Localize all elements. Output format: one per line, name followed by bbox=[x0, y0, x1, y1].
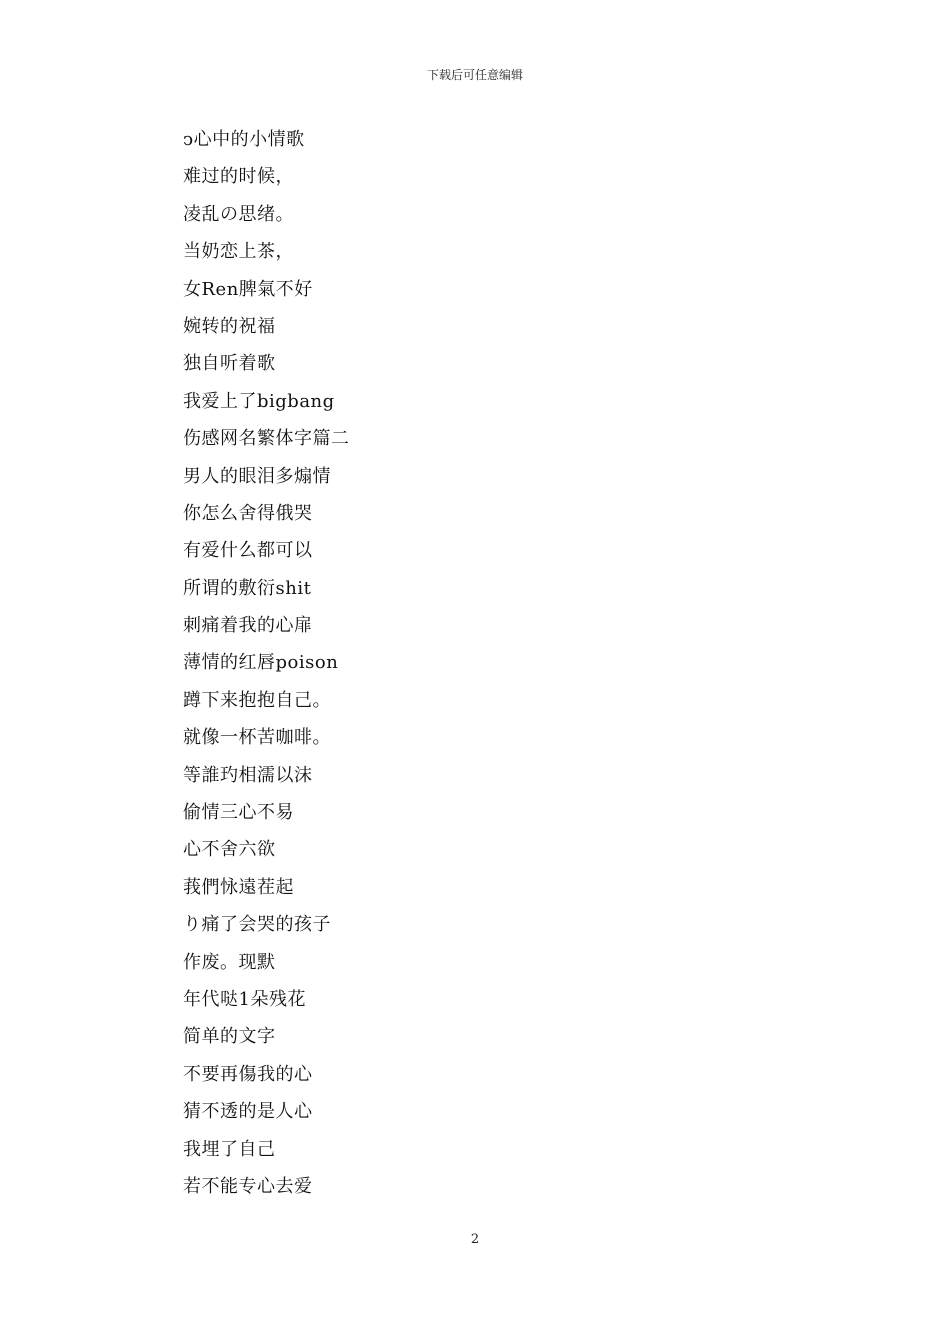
text-line: 当奶恋上茶， bbox=[183, 241, 294, 263]
text-line: 作废。现默 bbox=[183, 951, 276, 973]
text-line: 难过的时候， bbox=[183, 166, 294, 188]
text-line: 婉转的祝福 bbox=[183, 315, 276, 337]
text-line: 刺痛着我的心扉 bbox=[183, 615, 313, 637]
text-line: 蹲下来抱抱自己。 bbox=[183, 689, 331, 711]
page-header: 下载后可任意编辑 bbox=[426, 68, 523, 82]
text-line: 莪們怺遠茬起 bbox=[183, 876, 294, 898]
text-line: 我埋了自己 bbox=[183, 1138, 276, 1160]
text-line: 心不舍六欲 bbox=[183, 839, 276, 861]
text-line: 不要再傷我的心 bbox=[183, 1063, 313, 1085]
text-line: 女Ren脾氣不好 bbox=[183, 278, 313, 300]
text-line: 偷情三心不易 bbox=[183, 802, 294, 824]
text-line: 伤感网名繁体字篇二 bbox=[183, 428, 350, 450]
text-line: 就像一杯苦咖啡。 bbox=[183, 727, 331, 749]
page-number: 2 bbox=[470, 1232, 480, 1247]
text-line: 薄情的红唇poison bbox=[183, 652, 339, 674]
text-line: 有爱什么都可以 bbox=[183, 540, 313, 562]
text-line: 年代哒1朵残花 bbox=[183, 988, 306, 1010]
text-line: 男人的眼泪多煽情 bbox=[183, 465, 331, 487]
text-line: 猜不透的是人心 bbox=[183, 1101, 313, 1123]
document-body bbox=[183, 121, 783, 1205]
text-line: 你怎么舍得俄哭 bbox=[183, 502, 313, 524]
text-line: 若不能专心去爱 bbox=[183, 1175, 313, 1197]
text-line: 凌乱の思绪。 bbox=[183, 203, 294, 225]
text-line: 我爱上了bigbang bbox=[183, 390, 335, 412]
text-line: 所谓的敷衍shit bbox=[183, 577, 312, 599]
text-line: り痛了会哭的孩子 bbox=[183, 914, 331, 936]
text-line: ↄ心中的小情歌 bbox=[183, 129, 305, 150]
text-line: 等誰玓相濡以沫 bbox=[183, 764, 313, 786]
text-line: 独自听着歌 bbox=[183, 353, 276, 375]
text-line: 简单的文字 bbox=[183, 1026, 276, 1048]
